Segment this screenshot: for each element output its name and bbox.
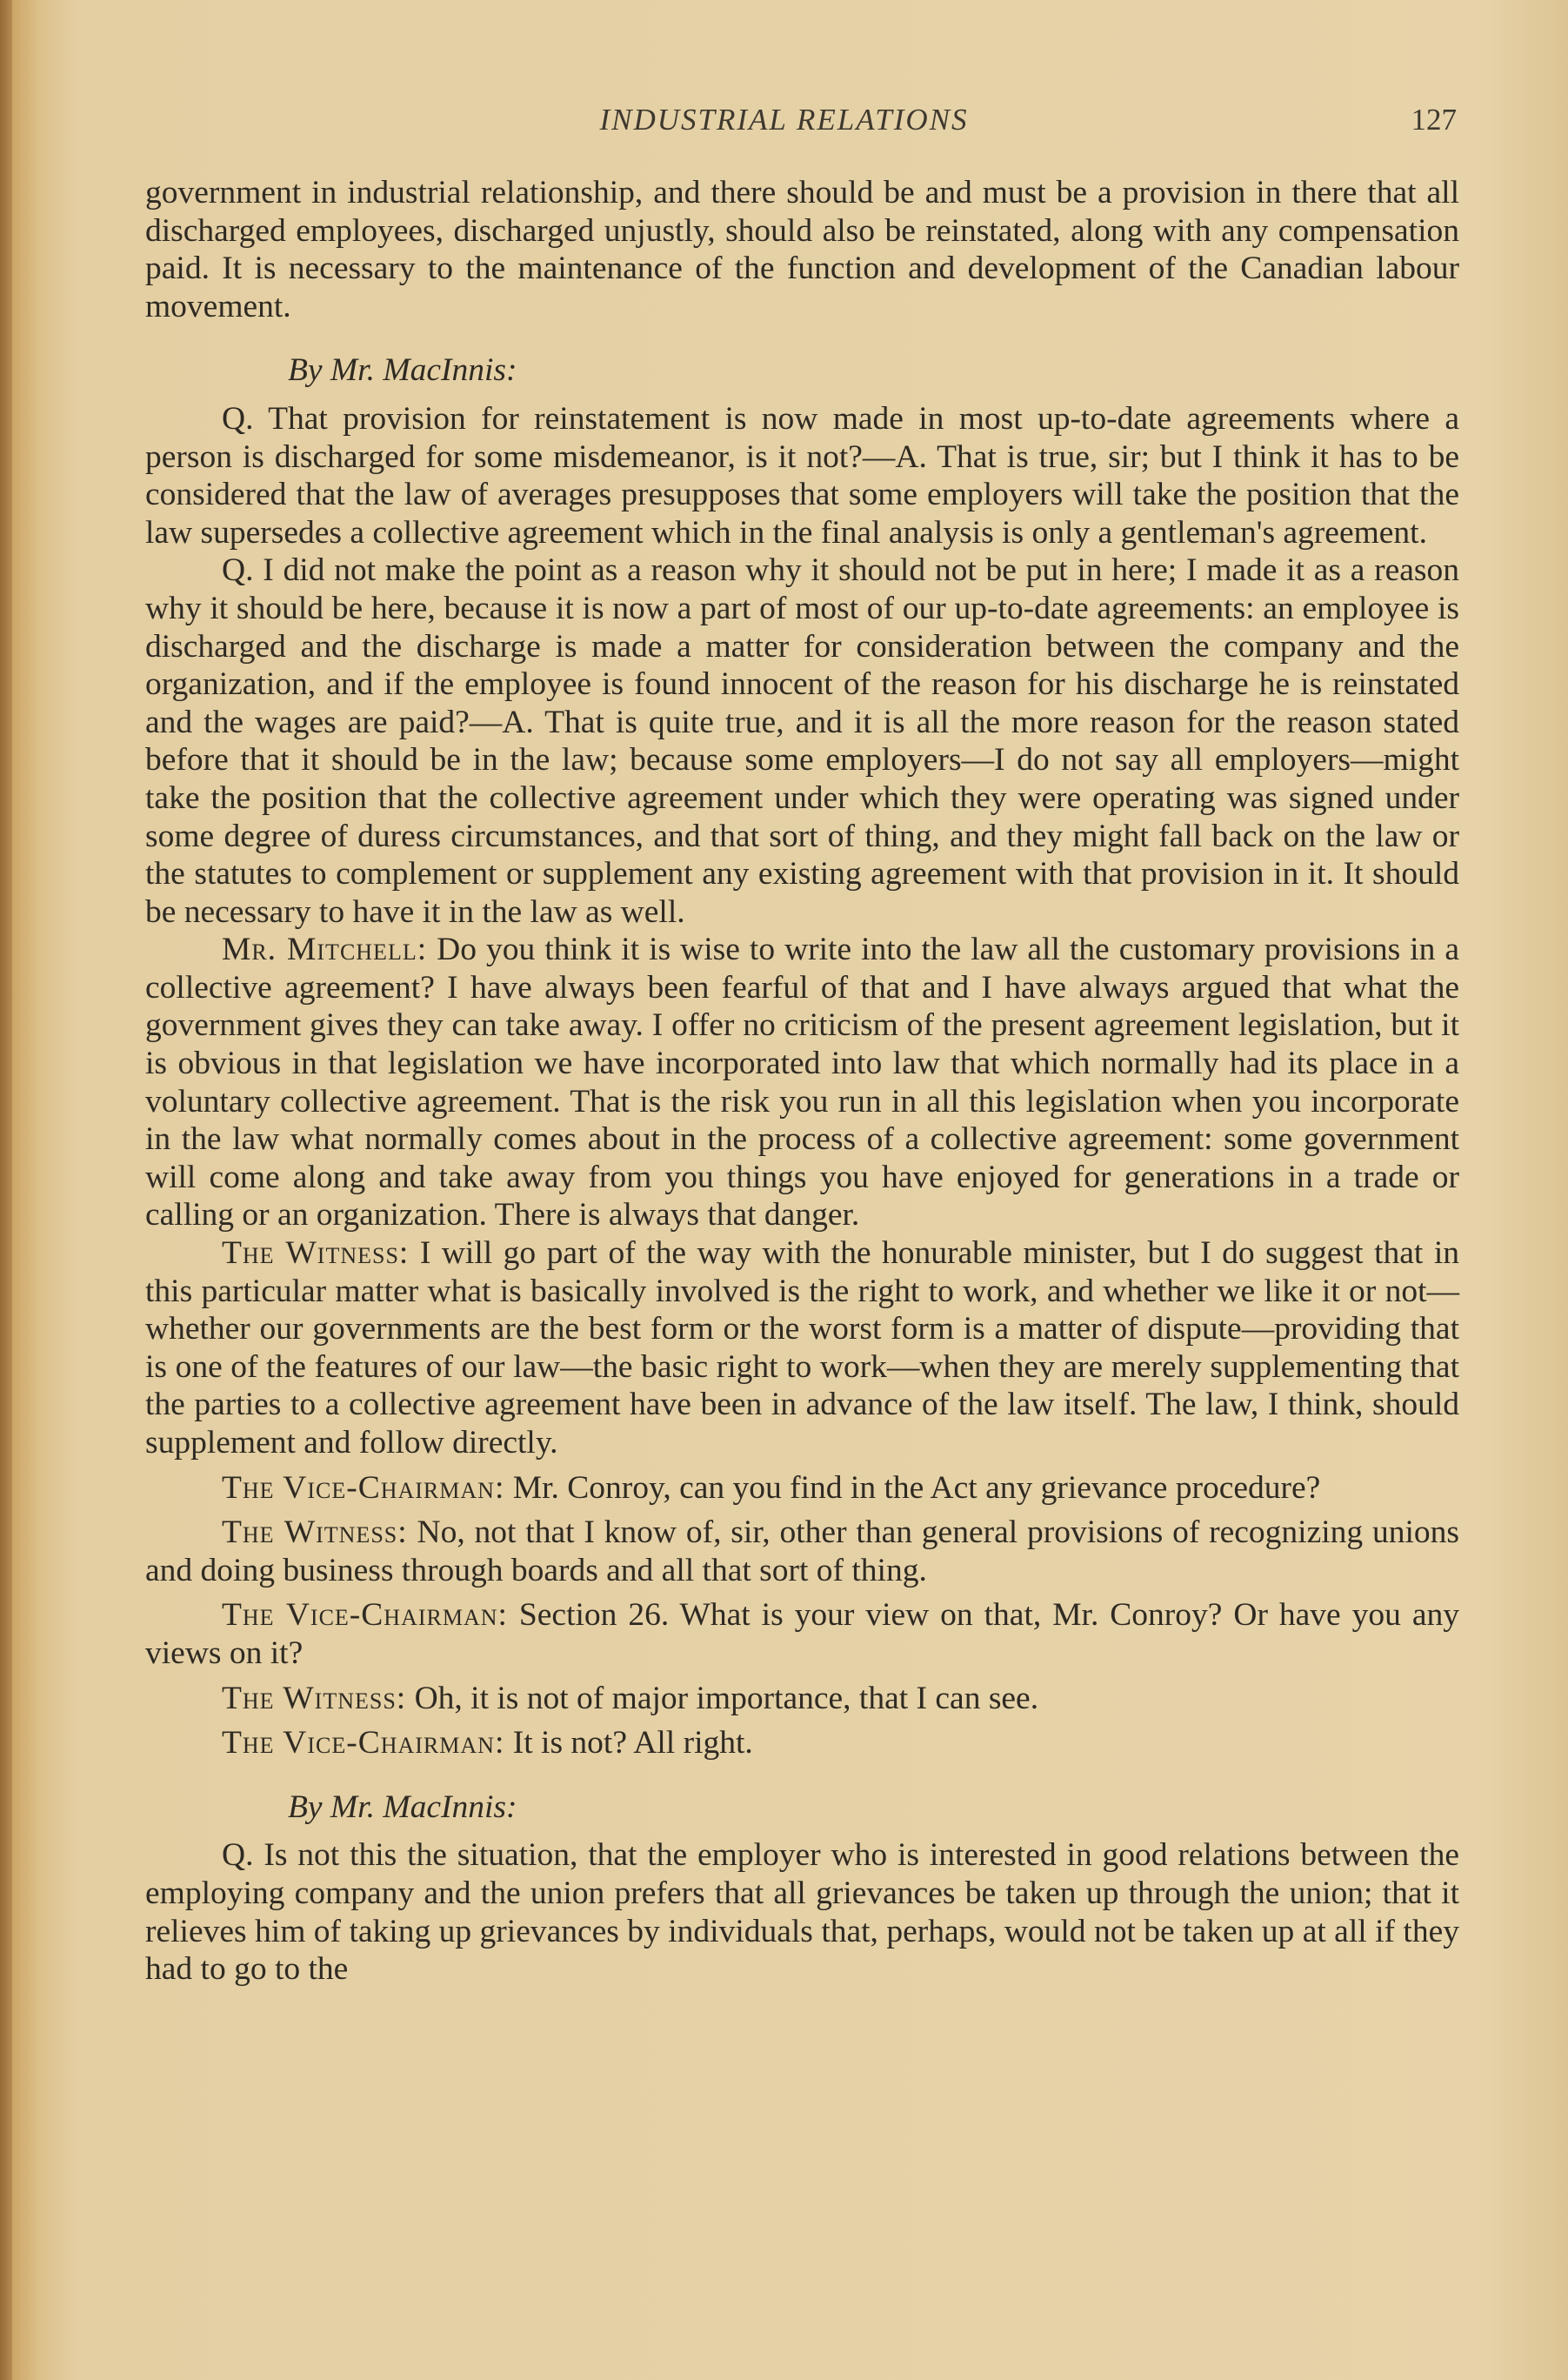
paragraph <box>145 1469 1459 1508</box>
speaker-label: The Witness: <box>222 1514 408 1551</box>
speech-text: Oh, it is not of major importance, that I can see. <box>414 1680 1039 1716</box>
paragraph <box>145 1680 1459 1718</box>
paragraph: Q. That provision for reinstatement is now made in most up-to-date agreements where a person is discharged for some misdemeanor, is it not?—A. That is true, sir; but I think it has to be considered that the law of averages presupposes that some employers will take the position that the law supersedes a collective agreement which in the final analysis is only a gentleman's agreement. <box>145 400 1459 551</box>
speech-text: Section 26. What is your view on that, Mr. Conroy? Or have you any views on it? <box>145 1597 1460 1671</box>
examiner-byline: By Mr. MacInnis: <box>288 352 517 389</box>
speaker-label: The Vice-Chairman: <box>222 1597 508 1634</box>
page-number: 127 <box>1411 103 1457 137</box>
speaker-label: Mr. Mitchell: <box>222 932 428 968</box>
speech-text: It is not? All right. <box>512 1725 753 1762</box>
page-body <box>145 174 1459 1989</box>
paragraph: Q. Is not this the situation, that the employer who is interested in good relations between the employing company and the union prefers that all grievances be taken up through the union; that it relieves him of taking up grievances by individuals that, perhaps, would not be taken up at all if they had to go to the <box>145 1837 1459 1988</box>
paragraph <box>145 931 1459 1234</box>
paragraph <box>145 1724 1459 1762</box>
examiner-byline: By Mr. MacInnis: <box>288 1788 517 1825</box>
speech-text: Do you think it is wise to write into the law all the customary provisions in a collective agreement? I have always been fearful of that and I have always argued that what the government gives they can take away. I offer no criticism of the present agreement legislation, but it is obvious in that legislation we have incorporated into law that which normally had its place in a voluntary collective agreement. That is the risk you run in all this legislation when you incorporate in the law what normally comes about in the process of a collective agreement: some government will come along and take away from you things you have enjoyed for generations in a trade or calling or an organization. There is always that danger. <box>145 932 1459 1233</box>
speech-text: No, not that I know of, sir, other than general provisions of recognizing unions and doing business through boards and all that sort of thing. <box>145 1514 1459 1588</box>
book-spine-shadow <box>0 0 12 2380</box>
speaker-label: The Witness: <box>222 1235 410 1272</box>
paragraph: Q. I did not make the point as a reason why it should not be put in here; I made it as a reason why it should be here, because it is now a part of most of our up-to-date agreements: an employee is discharged and the discharge is made a matter for consideration between the company and the organization, and if the employee is found innocent of the reason for his discharge he is reinstated and the wages are paid?—A. That is quite true, and it is all the more reason for the reason stated before that it should be in the law; because some employers—I do not say all employers—might take the position that the collective agreement under which they were operating was signed under some degree of duress circumstances, and that sort of thing, and they might fall back on the law or the statutes to complement or supplement any existing agreement with that provision in it. It should be necessary to have it in the law as well. <box>145 552 1459 930</box>
page-header <box>0 103 1568 146</box>
speaker-label: The Vice-Chairman: <box>222 1469 505 1506</box>
paragraph <box>145 1234 1459 1462</box>
running-title: INDUSTRIAL RELATIONS <box>599 103 969 137</box>
paragraph: government in industrial relationship, and there should be and must be a provision in there that all discharged employees, discharged unjustly, should also be reinstated, along with any compensation paid. It is necessary to the maintenance of the function and development of the Canadian labour movement. <box>145 175 1459 324</box>
speech-text: I will go part of the way with the honurable minister, but I do suggest that in this particular matter what is basically involved is the right to work, and whether we like it or not—whether our governments are the best form or the worst form is a matter of dispute—providing that is one of the features of our law—the basic right to work—when they are merely supplementing that the parties to a collective agreement have been in advance of the law itself. The law, I think, should supplement and follow directly. <box>145 1235 1459 1461</box>
speech-text: Mr. Conroy, can you find in the Act any grievance procedure? <box>512 1469 1321 1506</box>
speaker-label: The Witness: <box>222 1680 407 1716</box>
paragraph <box>145 1514 1459 1589</box>
paragraph <box>145 1596 1459 1672</box>
speaker-label: The Vice-Chairman: <box>222 1725 505 1762</box>
